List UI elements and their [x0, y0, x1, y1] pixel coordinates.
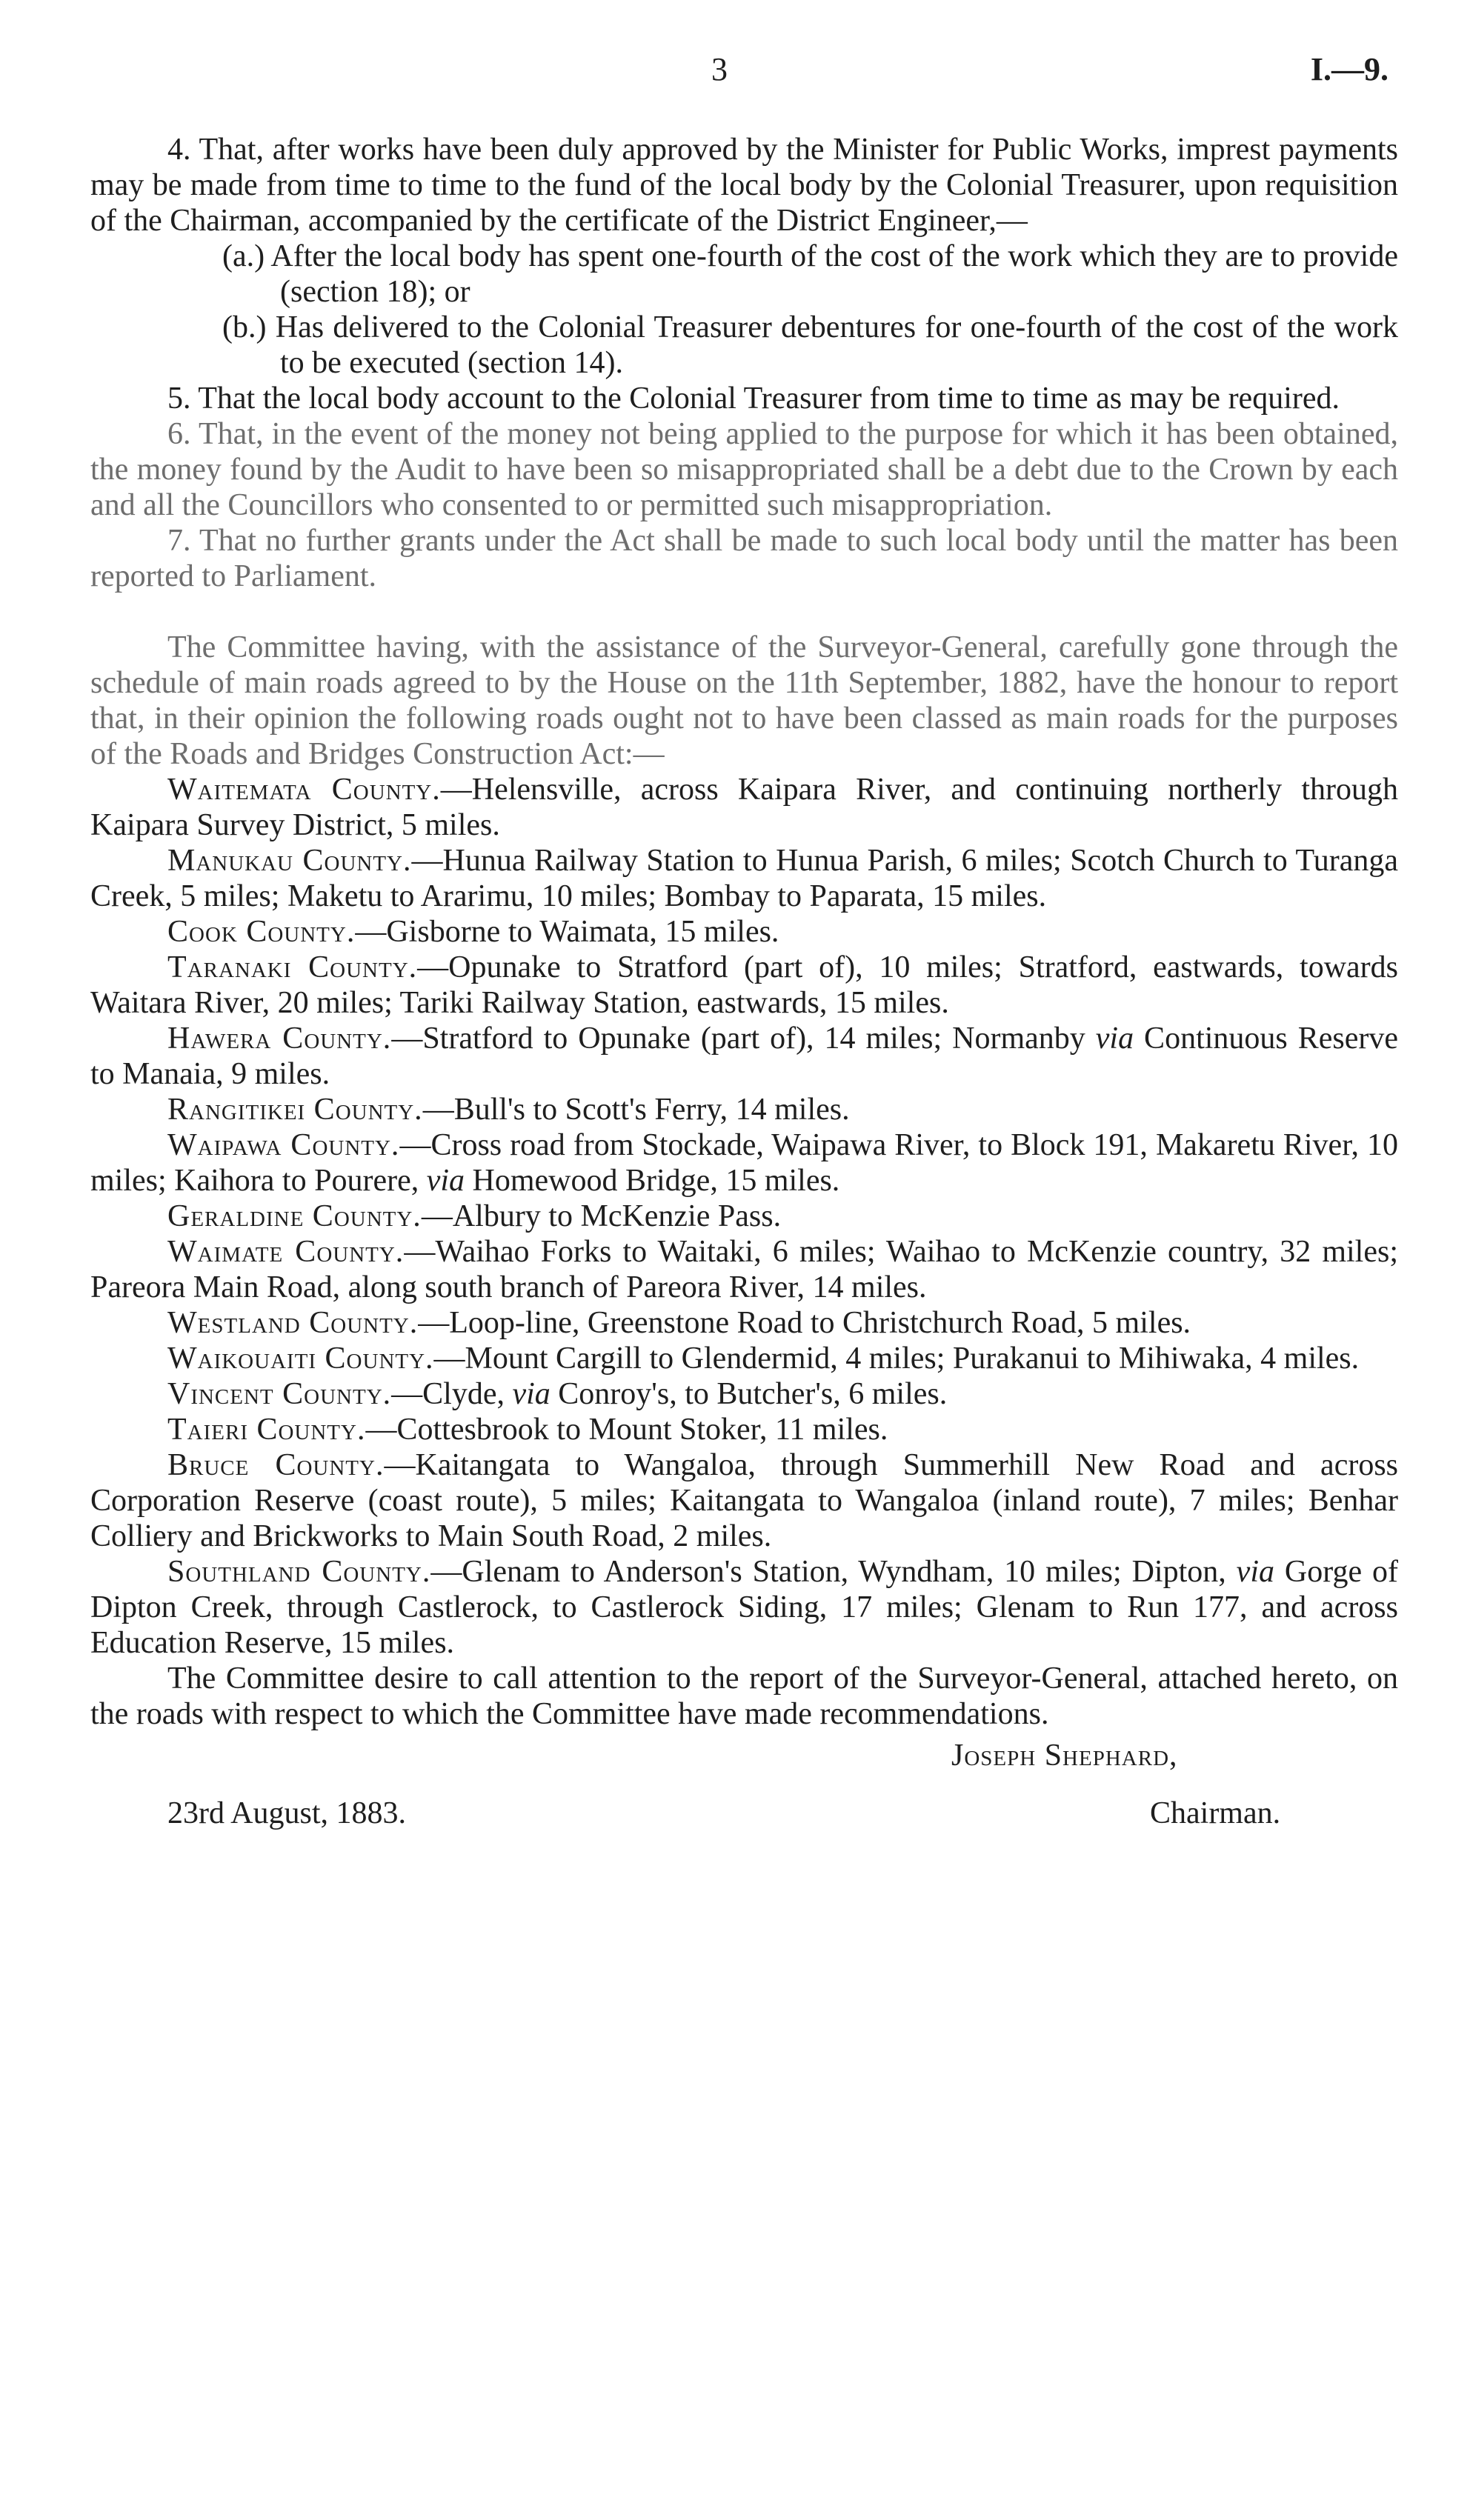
county-entry-westland [90, 1305, 1398, 1341]
section-gap [90, 594, 1398, 630]
signatory-title: Chairman. [1150, 1796, 1281, 1830]
county-roads: —Cross road from Stockade, Waipawa River, to Block 191, Makaretu River, 10 miles; Kaihora to Pourere, [90, 1128, 1398, 1198]
county-name: Bruce County. [167, 1448, 385, 1482]
signatory-name: Joseph Shephard, [951, 1739, 1178, 1773]
county-roads: —Waihao Forks to Waitaki, 6 miles; Waihao to McKenzie country, 32 miles; Pareora Main Road, along south branch of Pareora River, 14 miles. [90, 1235, 1399, 1304]
via-italic: via [1095, 1021, 1134, 1056]
page-header [0, 52, 1470, 96]
county-roads: —Opunake to Stratford (part of), 10 miles; Stratford, eastwards, towards Waitara River, 20 miles; Tariki Railway Station, eastwards, 15 miles. [90, 950, 1398, 1020]
county-name: Cook County. [167, 915, 356, 949]
county-roads-cont: Conroy's, to Butcher's, 6 miles. [550, 1377, 948, 1411]
county-entry-geraldine [90, 1199, 1398, 1234]
county-name: Geraldine County. [167, 1199, 422, 1233]
county-entry-bruce [90, 1447, 1398, 1554]
page-number: 3 [711, 51, 728, 87]
resolution-4b: (b.) Has delivered to the Colonial Treasurer debentures for one-fourth of the cost of the work to be executed (section 14). [222, 310, 1398, 380]
resolution-4: 4. That, after works have been duly approved by the Minister for Public Works, imprest payments may be made from time to time to the fund of the local body by the Colonial Treasurer, upon requisition of the Chairman, accompanied by the certificate of the District Engineer,— [90, 133, 1398, 238]
county-entry-waimate [90, 1234, 1398, 1305]
closing-paragraph: The Committee desire to call attention to the report of the Surveyor-General, attached hereto, on the roads with respect to which the Committee have made recommendations. [90, 1661, 1398, 1731]
county-roads: —Hunua Railway Station to Hunua Parish, 6 miles; Scotch Church to Turanga Creek, 5 miles; Maketu to Ararimu, 10 miles; Bombay to Paparata, 15 miles. [90, 844, 1398, 913]
document-body [90, 132, 1398, 1873]
resolution-6: 6. That, in the event of the money not being applied to the purpose for which it has been obtained, the money found by the Audit to have been so misappropriated shall be a debt due to the Crown by each and all the Councillors who consented to or permitted such misappropriation. [90, 417, 1398, 522]
county-roads-cont: Continuous Reserve to Manaia, 9 miles. [90, 1021, 1398, 1091]
county-name: Hawera County. [167, 1021, 392, 1056]
resolution-7: 7. That no further grants under the Act shall be made to such local body until the matter has been reported to Parliament. [90, 524, 1398, 593]
county-entry-waikouaiti [90, 1341, 1398, 1376]
county-name: Taieri County. [167, 1413, 366, 1447]
county-roads: —Bull's to Scott's Ferry, 14 miles. [422, 1093, 850, 1127]
county-entry-rangitikei [90, 1092, 1398, 1127]
via-italic: via [426, 1164, 465, 1198]
resolution-4a: (a.) After the local body has spent one-fourth of the cost of the work which they are to provide (section 18); or [222, 239, 1398, 309]
county-roads: —Clyde, [391, 1377, 513, 1411]
county-name: Manukau County. [167, 844, 412, 878]
county-roads: —Gisborne to Waimata, 15 miles. [355, 915, 779, 949]
county-name: Waimate County. [167, 1235, 405, 1269]
resolution-5: 5. That the local body account to the Colonial Treasurer from time to time as may be required. [167, 381, 1340, 416]
county-roads: —Stratford to Opunake (part of), 14 miles; Normanby [391, 1021, 1096, 1056]
county-entry-waipawa [90, 1127, 1398, 1199]
county-roads: —Cottesbrook to Mount Stoker, 11 miles. [365, 1413, 888, 1447]
county-roads-cont: Gorge of Dipton Creek, through Castlerock, to Castlerock Siding, 17 miles; Glenam to Run 177, and across Education Reserve, 15 miles. [90, 1555, 1398, 1660]
county-roads: —Albury to McKenzie Pass. [421, 1199, 782, 1233]
county-entry-cook [90, 914, 1398, 950]
report-date: 23rd August, 1883. [167, 1796, 407, 1830]
county-roads: —Mount Cargill to Glendermid, 4 miles; Purakanui to Mihiwaka, 4 miles. [433, 1341, 1360, 1376]
county-roads-cont: Homewood Bridge, 15 miles. [465, 1164, 840, 1198]
county-name: Vincent County. [167, 1377, 392, 1411]
county-name: Taranaki County. [167, 950, 418, 984]
county-name: Southland County. [167, 1555, 431, 1589]
county-roads: —Helensville, across Kaipara River, and continuing northerly through Kaipara Survey District, 5 miles. [90, 773, 1398, 842]
county-entry-southland [90, 1554, 1398, 1661]
county-entry-waitemata [90, 772, 1398, 843]
county-name: Waitemata County. [167, 773, 441, 807]
county-entry-vincent [90, 1376, 1398, 1412]
county-entry-manukau [90, 843, 1398, 914]
county-name: Waikouaiti County. [167, 1341, 434, 1376]
county-name: Westland County. [167, 1306, 419, 1340]
county-entry-taieri [90, 1412, 1398, 1447]
county-entry-hawera [90, 1021, 1398, 1092]
report-intro: The Committee having, with the assistance of the Surveyor-General, carefully gone through the schedule of main roads agreed to by the House on the 11th September, 1882, have the honour to report that, in their opinion the following roads ought not to have been classed as main roads for the purposes of the Roads and Bridges Construction Act:— [90, 630, 1398, 771]
county-roads: —Kaitangata to Wangaloa, through Summerhill New Road and across Corporation Reserve (coast route), 5 miles; Kaitangata to Wangaloa (inland route), 7 miles; Benhar Colliery and Brickworks to Main South Road, 2 miles. [90, 1448, 1399, 1553]
signature-block [90, 1732, 1398, 1873]
document-reference: I.—9. [1310, 51, 1388, 87]
via-italic: via [1236, 1555, 1274, 1589]
county-name: Rangitikei County. [167, 1093, 423, 1127]
county-name: Waipawa County. [167, 1128, 400, 1162]
via-italic: via [512, 1377, 551, 1411]
county-roads: —Loop-line, Greenstone Road to Christchurch Road, 5 miles. [418, 1306, 1191, 1340]
county-entry-taranaki [90, 950, 1398, 1021]
county-roads: —Glenam to Anderson's Station, Wyndham, 10 miles; Dipton, [430, 1555, 1237, 1589]
